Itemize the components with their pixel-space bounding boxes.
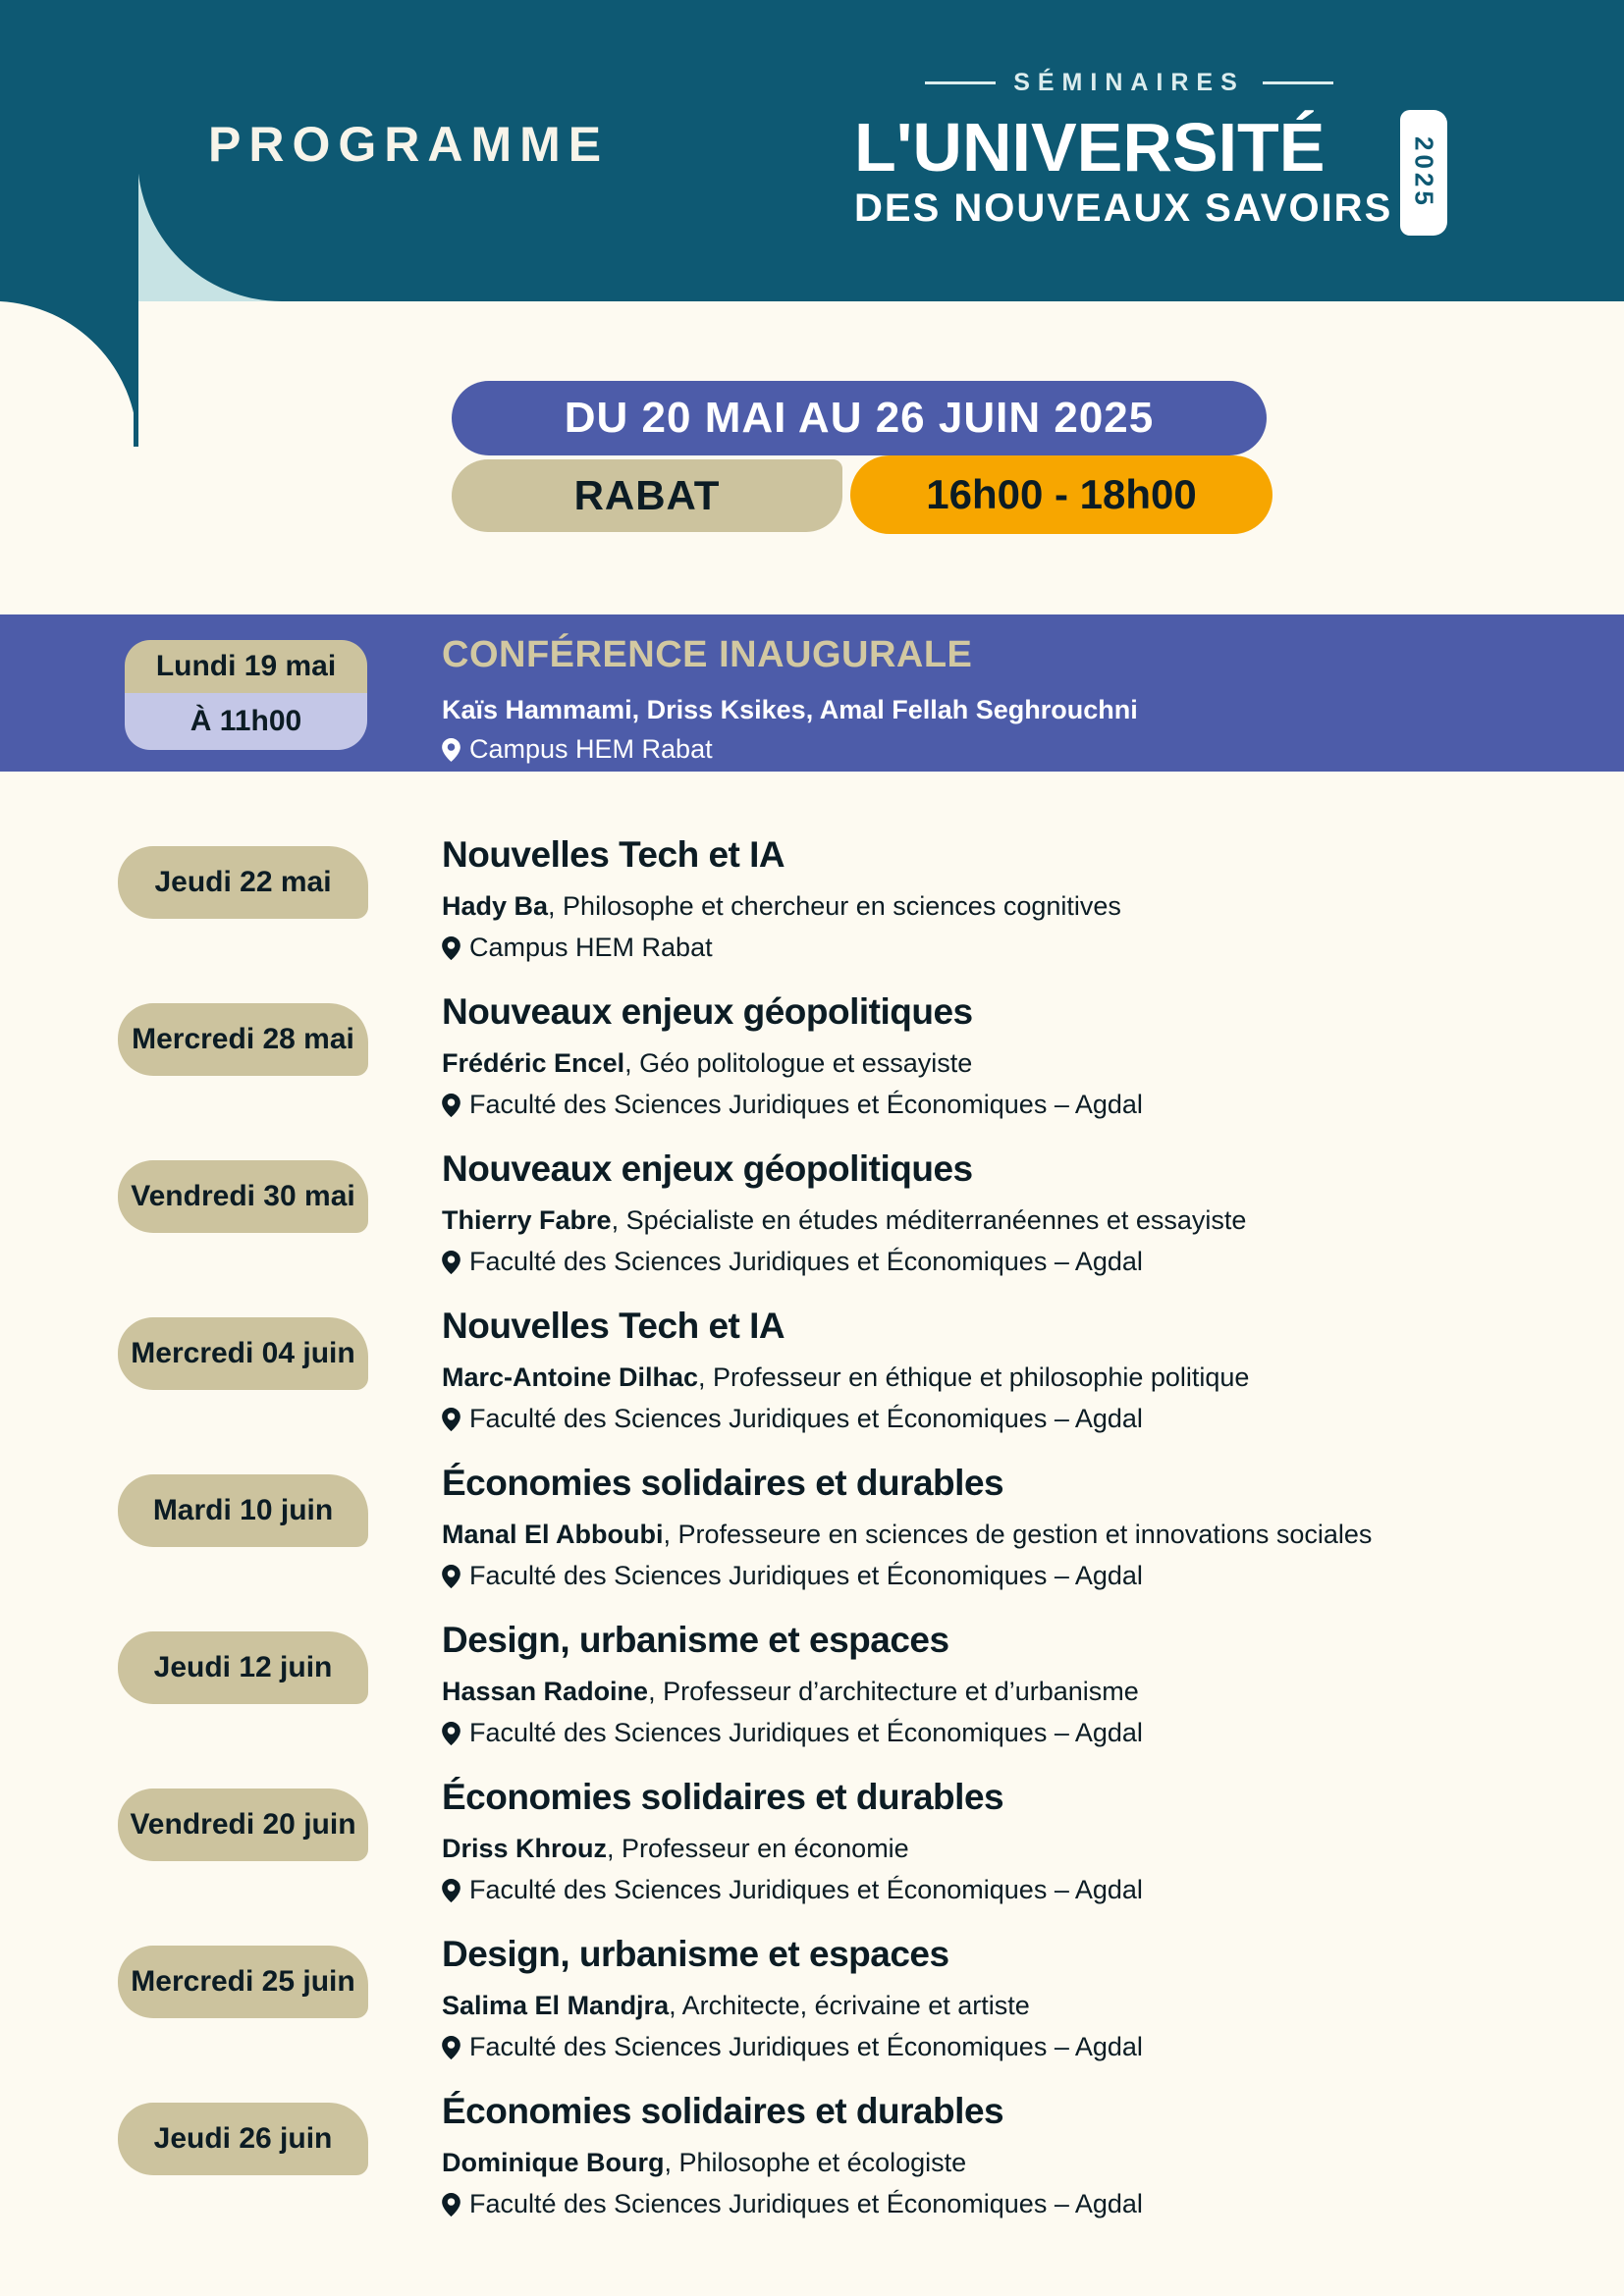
session-date: Jeudi 22 mai bbox=[154, 866, 332, 898]
speaker-name: Thierry Fabre bbox=[442, 1205, 612, 1235]
session-location-text: Faculté des Sciences Juridiques et Économiques – Agdal bbox=[469, 1561, 1143, 1590]
speaker-role: , Professeur en économie bbox=[607, 1834, 909, 1863]
session-row bbox=[0, 991, 1624, 1148]
speaker-name: Salima El Mandjra bbox=[442, 1991, 670, 2020]
speaker-name: Marc-Antoine Dilhac bbox=[442, 1362, 699, 1392]
session-date-pill bbox=[118, 2103, 368, 2175]
location-pin-icon bbox=[442, 1094, 460, 1117]
speaker-name: Hassan Radoine bbox=[442, 1677, 649, 1706]
session-speaker-line bbox=[442, 1989, 1030, 2022]
session-row bbox=[0, 1148, 1624, 1306]
session-title: Design, urbanisme et espaces bbox=[442, 1934, 949, 1974]
session-speaker-line bbox=[442, 1675, 1139, 1708]
session-speaker-line bbox=[442, 1832, 909, 1865]
speaker-name: Frédéric Encel bbox=[442, 1048, 625, 1078]
session-title: Design, urbanisme et espaces bbox=[442, 1620, 949, 1660]
speaker-role: , Architecte, écrivaine et artiste bbox=[669, 1991, 1030, 2020]
session-date-pill bbox=[118, 1003, 368, 1076]
session-date-pill bbox=[118, 1946, 368, 2018]
session-date-pill bbox=[118, 1317, 368, 1390]
session-location-line bbox=[442, 1875, 1143, 1905]
location-pin-icon bbox=[442, 1565, 460, 1588]
session-date-pill bbox=[118, 1160, 368, 1233]
session-speaker-line bbox=[442, 889, 1121, 923]
session-speaker-line bbox=[442, 1361, 1249, 1394]
location-pin-icon bbox=[442, 2193, 460, 2216]
location-pin-icon bbox=[442, 2036, 460, 2059]
session-location-line bbox=[442, 2032, 1143, 2062]
speaker-name: Hady Ba bbox=[442, 891, 549, 921]
logo-title-line1: L'UNIVERSITÉ bbox=[854, 109, 1326, 186]
inaugural-location-text: Campus HEM Rabat bbox=[469, 734, 713, 764]
session-date: Mercredi 28 mai bbox=[132, 1023, 354, 1055]
session-title: Économies solidaires et durables bbox=[442, 1463, 1004, 1503]
inaugural-speakers: Kaïs Hammami, Driss Ksikes, Amal Fellah Seghrouchni bbox=[442, 695, 1138, 724]
session-location-text: Faculté des Sciences Juridiques et Économiques – Agdal bbox=[469, 1718, 1143, 1747]
session-title: Économies solidaires et durables bbox=[442, 1777, 1004, 1817]
programme-title: PROGRAMME bbox=[208, 117, 610, 172]
session-date: Mardi 10 juin bbox=[152, 1494, 334, 1526]
session-row bbox=[0, 1777, 1624, 1934]
location-pin-icon bbox=[442, 1722, 460, 1745]
speaker-role: , Philosophe et écologiste bbox=[664, 2148, 967, 2177]
location-pin-icon bbox=[442, 936, 460, 960]
session-date: Jeudi 12 juin bbox=[153, 1651, 333, 1683]
speaker-role: , Philosophe et chercheur en sciences cognitives bbox=[548, 891, 1121, 921]
session-title: Nouvelles Tech et IA bbox=[442, 1306, 785, 1346]
session-title: Nouvelles Tech et IA bbox=[442, 834, 785, 875]
session-speaker-line bbox=[442, 1203, 1246, 1237]
speaker-role: , Professeur en éthique et philosophie politique bbox=[698, 1362, 1250, 1392]
speaker-role: , Professeur d’architecture et d’urbanisme bbox=[648, 1677, 1139, 1706]
city-pill: RABAT bbox=[452, 459, 842, 532]
speaker-role: , Géo politologue et essayiste bbox=[624, 1048, 973, 1078]
session-speaker-line bbox=[442, 1046, 972, 1080]
location-pin-icon bbox=[442, 1879, 460, 1902]
session-date-pill bbox=[118, 1474, 368, 1547]
session-location-text: Faculté des Sciences Juridiques et Économiques – Agdal bbox=[469, 2189, 1143, 2218]
session-date: Mercredi 04 juin bbox=[131, 1337, 355, 1369]
session-location-text: Faculté des Sciences Juridiques et Économiques – Agdal bbox=[469, 2032, 1143, 2061]
location-pin-icon bbox=[442, 1408, 460, 1431]
session-speaker-line bbox=[442, 1518, 1372, 1551]
speaker-name: Manal El Abboubi bbox=[442, 1520, 664, 1549]
session-title: Nouveaux enjeux géopolitiques bbox=[442, 1148, 973, 1189]
session-row bbox=[0, 1306, 1624, 1463]
session-title: Économies solidaires et durables bbox=[442, 2091, 1004, 2131]
year-badge-text: 2025 bbox=[1409, 136, 1439, 209]
session-date-pill bbox=[118, 1789, 368, 1861]
session-title: Nouveaux enjeux géopolitiques bbox=[442, 991, 973, 1032]
session-date: Vendredi 20 juin bbox=[130, 1808, 356, 1841]
session-row bbox=[0, 1934, 1624, 2091]
session-location-line bbox=[442, 1247, 1143, 1277]
session-location-text: Faculté des Sciences Juridiques et Économiques – Agdal bbox=[469, 1247, 1143, 1276]
session-date: Jeudi 26 juin bbox=[153, 2122, 333, 2155]
session-location-line bbox=[442, 1090, 1143, 1120]
logo-title-line2: DES NOUVEAUX SAVOIRS bbox=[854, 187, 1393, 230]
speaker-role: , Spécialiste en études méditerranéennes et essayiste bbox=[611, 1205, 1247, 1235]
session-location-text: Faculté des Sciences Juridiques et Économiques – Agdal bbox=[469, 1404, 1143, 1433]
session-row bbox=[0, 834, 1624, 991]
session-row bbox=[0, 2091, 1624, 2248]
speaker-name: Driss Khrouz bbox=[442, 1834, 608, 1863]
session-row bbox=[0, 1463, 1624, 1620]
logo-kicker-text: SÉMINAIRES bbox=[1013, 69, 1245, 96]
session-date: Vendredi 30 mai bbox=[131, 1180, 355, 1212]
inaugural-time-pill: À 11h00 bbox=[125, 693, 367, 750]
session-speaker-line bbox=[442, 2146, 966, 2179]
session-location-text: Faculté des Sciences Juridiques et Économiques – Agdal bbox=[469, 1875, 1143, 1904]
session-date-pill bbox=[118, 1631, 368, 1704]
session-location-line bbox=[442, 1718, 1143, 1748]
date-range-pill: DU 20 MAI AU 26 JUIN 2025 bbox=[452, 381, 1267, 455]
speaker-role: , Professeure en sciences de gestion et innovations sociales bbox=[663, 1520, 1373, 1549]
session-location-line bbox=[442, 1561, 1143, 1591]
session-location-line bbox=[442, 1404, 1143, 1434]
speaker-name: Dominique Bourg bbox=[442, 2148, 665, 2177]
session-location-line bbox=[442, 2189, 1143, 2219]
inaugural-title: CONFÉRENCE INAUGURALE bbox=[442, 634, 973, 675]
session-location-line bbox=[442, 933, 713, 963]
session-date: Mercredi 25 juin bbox=[131, 1965, 355, 1998]
inaugural-date-pill: Lundi 19 mai bbox=[125, 640, 367, 693]
session-date-pill bbox=[118, 846, 368, 919]
session-location-text: Campus HEM Rabat bbox=[469, 933, 713, 962]
session-location-text: Faculté des Sciences Juridiques et Économiques – Agdal bbox=[469, 1090, 1143, 1119]
time-slot-pill: 16h00 - 18h00 bbox=[850, 455, 1272, 534]
location-pin-icon bbox=[442, 1251, 460, 1274]
session-row bbox=[0, 1620, 1624, 1777]
